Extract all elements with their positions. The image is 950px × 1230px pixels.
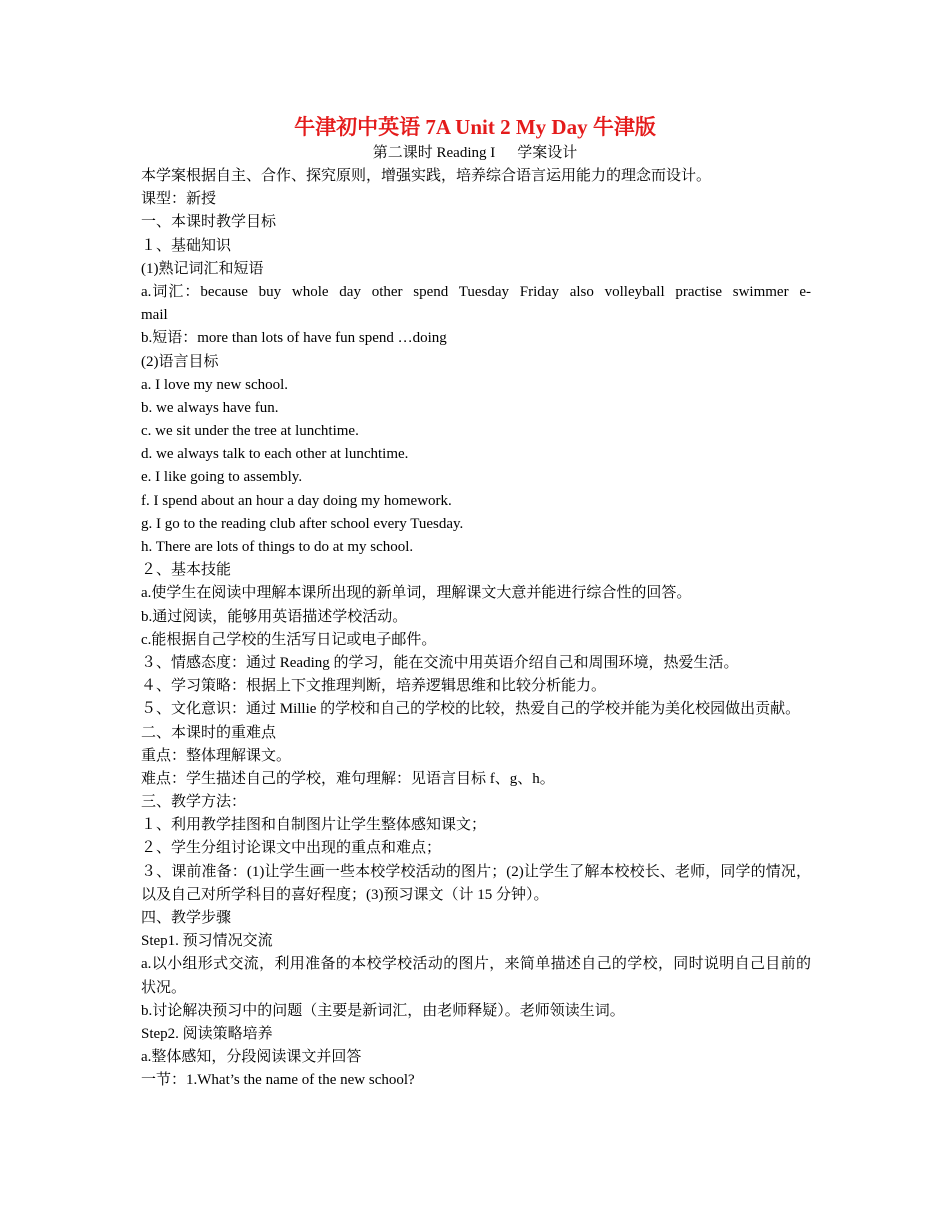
step-heading: Step1. 预习情况交流 xyxy=(141,933,273,950)
emotional-attitude: ３、情感态度：通过 Reading 的学习，能在交流中用英语介绍自己和周围环境，热爱生活。 xyxy=(141,654,739,671)
language-goal-item: b. we always have fun. xyxy=(141,399,279,416)
language-goal-item: f. I spend about an hour a day doing my homework. xyxy=(141,492,452,509)
skill-item: b.通过阅读，能够用英语描述学校活动。 xyxy=(141,608,408,625)
intro-paragraph: 本学案根据自主、合作、探究原则，增强实践，培养综合语言运用能力的理念而设计。 xyxy=(141,168,712,184)
document-body xyxy=(141,165,811,1093)
section-heading-objectives: 一、本课时教学目标 xyxy=(141,214,277,231)
section-heading-steps: 四、教学步骤 xyxy=(141,910,232,927)
key-point: 重点：整体理解课文。 xyxy=(141,747,292,764)
subheading-vocabulary-phrases: (1)熟记词汇和短语 xyxy=(141,260,264,277)
language-goal-item: d. we always talk to each other at lunchtime. xyxy=(141,446,409,463)
subtitle-design: 学案设计 xyxy=(517,145,578,161)
subheading-basic-skills: ２、基本技能 xyxy=(141,562,232,579)
method-item: ２、学生分组讨论课文中出现的重点和难点； xyxy=(141,840,442,857)
vocabulary-list: a.词汇：because buy whole day other spend Tuesday Friday also volleyball practise swimmer e-mail xyxy=(141,283,811,324)
language-goal-item: e. I like going to assembly. xyxy=(141,469,303,486)
question-item: 一节：1.What’s the name of the new school? xyxy=(141,1072,415,1089)
skill-item: c.能根据自己学校的生活写日记或电子邮件。 xyxy=(141,631,437,648)
difficult-point: 难点：学生描述自己的学校，难句理解：见语言目标 f、g、h。 xyxy=(141,770,555,787)
cultural-awareness: ５、文化意识：通过 Millie 的学校和自己的学校的比较，热爱自己的学校并能为美化校园做出贡献。 xyxy=(141,701,801,718)
document-subtitle xyxy=(0,142,950,164)
step-item: a.整体感知，分段阅读课文并回答 xyxy=(141,1049,362,1066)
skill-item: a.使学生在阅读中理解本课所出现的新单词，理解课文大意并能进行综合性的回答。 xyxy=(141,585,692,602)
step-item: a.以小组形式交流，利用准备的本校学校活动的图片，来简单描述自己的学校，同时说明自己目前的状况。 xyxy=(141,956,811,996)
language-goal-item: a. I love my new school. xyxy=(141,376,289,393)
method-item: １、利用教学挂图和自制图片让学生整体感知课文； xyxy=(141,817,487,834)
section-heading-methods: 三、教学方法： xyxy=(141,794,247,811)
language-goal-item: g. I go to the reading club after school every Tuesday. xyxy=(141,515,464,532)
step-item: b.讨论解决预习中的问题（主要是新词汇，由老师释疑）。老师领读生词。 xyxy=(141,1002,625,1019)
step-heading: Step2. 阅读策略培养 xyxy=(141,1026,273,1043)
section-heading-key-points: 二、本课时的重难点 xyxy=(141,724,277,741)
document-title: 牛津初中英语 7A Unit 2 My Day 牛津版 xyxy=(294,115,656,139)
method-item: ３、课前准备：(1)让学生画一些本校学校活动的图片；(2)让学生了解本校校长、老师，同学的情况，以及自己对所学科目的喜好程度；(3)预习课文（计 15 分钟）。 xyxy=(141,863,811,903)
lesson-type: 课型：新授 xyxy=(141,191,217,208)
language-goal-item: c. we sit under the tree at lunchtime. xyxy=(141,423,359,440)
language-goal-item: h. There are lots of things to do at my school. xyxy=(141,539,414,556)
subheading-language-goals: (2)语言目标 xyxy=(141,353,219,370)
subtitle-lesson: 第二课时 Reading I xyxy=(372,145,496,161)
subheading-basic-knowledge: １、基础知识 xyxy=(141,237,232,254)
phrase-list: b.短语：more than lots of have fun spend …doing xyxy=(141,330,447,347)
learning-strategy: ４、学习策略：根据上下文推理判断，培养逻辑思维和比较分析能力。 xyxy=(141,678,607,695)
